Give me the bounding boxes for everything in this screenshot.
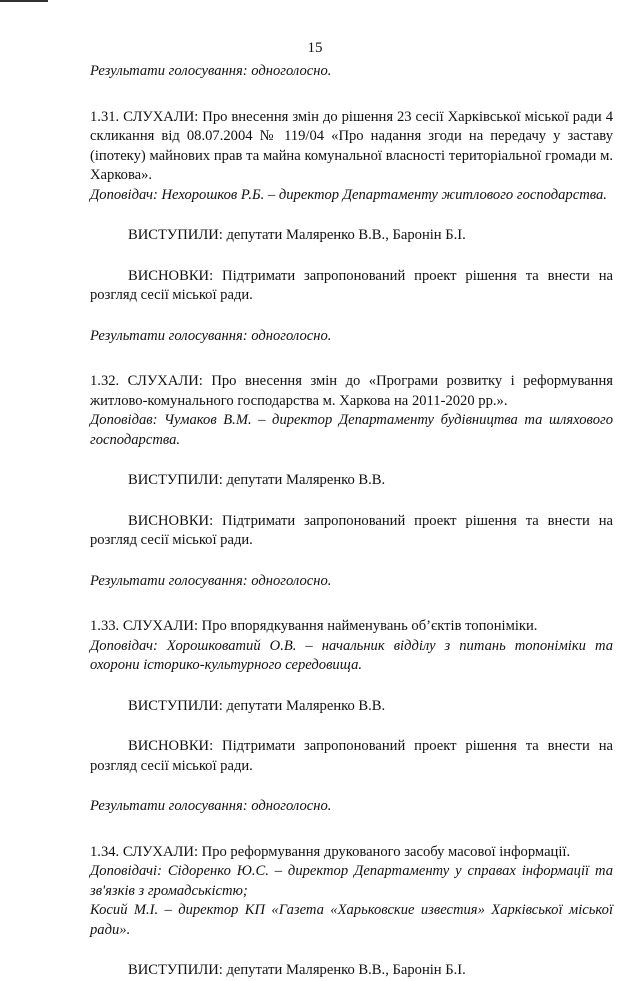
reporter-line: Доповідач: Хорошковатий О.В. – начальник відділу з питань топоніміки та охорони історико-культурного середовища.: [90, 637, 613, 673]
heard-paragraph: 1.31. СЛУХАЛИ: Про внесення змін до рішення 23 сесії Харківської міської ради 4 скликання від 08.07.2004 № 119/04 «Про надання згоди на передачу у заставу (іпотеку) майнових прав та майна комунальної власності територіальної громади м. Харкова».: [90, 108, 613, 183]
conclusions-paragraph: ВИСНОВКИ: Підтримати запропонований проект рішення та внести на розгляд сесії міської ради.: [90, 738, 613, 774]
page-number: 15: [307, 40, 323, 56]
heard-paragraph: 1.32. СЛУХАЛИ: Про внесення змін до «Програми розвитку і реформування житлово-комунального господарства м. Харкова на 2011-2020 рр.».: [90, 373, 613, 409]
item-1-34: [90, 843, 613, 981]
heard-paragraph: 1.33. СЛУХАЛИ: Про впорядкування найменувань об’єктів топоніміки.: [90, 618, 538, 634]
reporter-line: Доповідачі: Сідоренко Ю.С. – директор Департаменту у справах інформації та зв'язків з громадськістю;: [90, 863, 613, 899]
spoke-paragraph: ВИСТУПИЛИ: депутати Маляренко В.В., Баронін Б.І.: [128, 962, 466, 978]
conclusions-paragraph: ВИСНОВКИ: Підтримати запропонований проект рішення та внести на розгляд сесії міської ради.: [90, 267, 613, 303]
reporter-line: Косий М.І. – директор КП «Газета «Харьковские известия» Харківської міської ради».: [90, 902, 613, 938]
voting-result: Результати голосування: одноголосно.: [90, 327, 332, 344]
spoke-paragraph: ВИСТУПИЛИ: депутати Маляренко В.В.: [128, 472, 386, 488]
conclusions-paragraph: ВИСНОВКИ: Підтримати запропонований проект рішення та внести на розгляд сесії міської ради.: [90, 512, 613, 548]
spoke-paragraph: ВИСТУПИЛИ: депутати Маляренко В.В.: [128, 697, 386, 714]
reporter-line: Доповідач: Нехорошков Р.Б. – директор Департаменту житлового господарства.: [90, 186, 607, 203]
item-1-33: [90, 617, 613, 817]
spoke-paragraph: ВИСТУПИЛИ: депутати Маляренко В.В., Баронін Б.І.: [128, 227, 466, 243]
voting-result: Результати голосування: одноголосно.: [90, 63, 332, 79]
heard-paragraph: 1.34. СЛУХАЛИ: Про реформування друкованого засобу масової інформації.: [90, 843, 571, 860]
item-1-31: [90, 108, 613, 347]
voting-result: Результати голосування: одноголосно.: [90, 572, 332, 589]
voting-result: Результати голосування: одноголосно.: [90, 798, 332, 814]
reporter-line: Доповідав: Чумаков В.М. – директор Департаменту будівництва та шляхового господарства.: [90, 412, 613, 448]
document-body: [90, 62, 613, 981]
scan-artifact: [0, 0, 48, 2]
item-1-32: [90, 372, 613, 591]
